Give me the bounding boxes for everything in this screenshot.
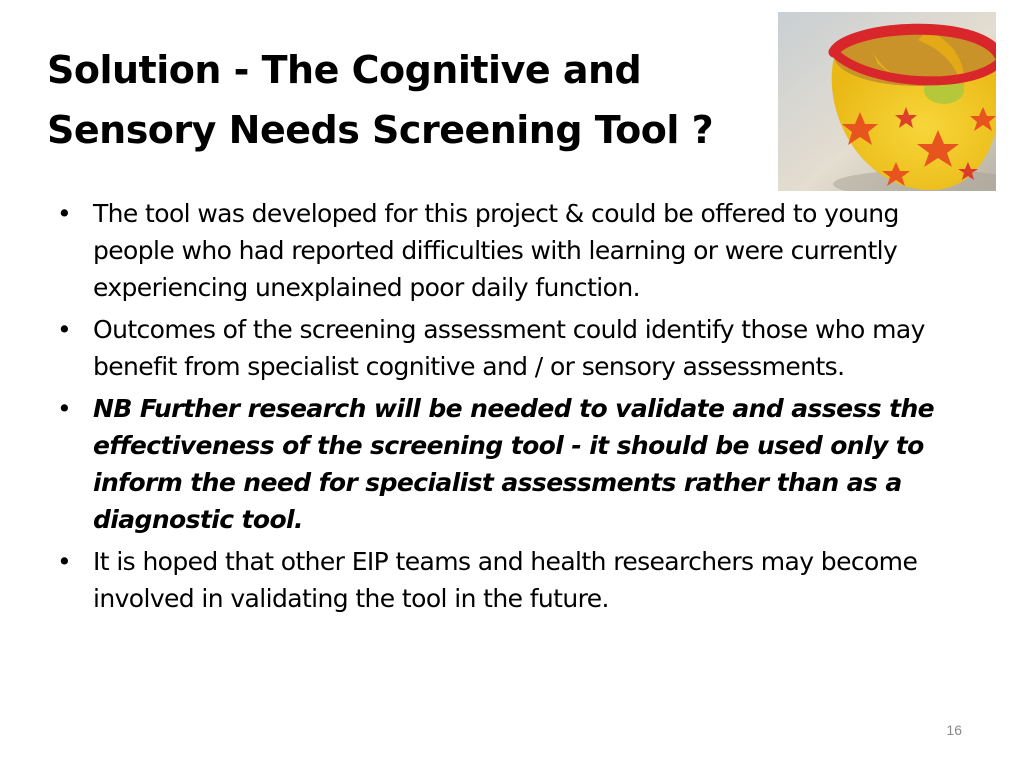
bullet-item xyxy=(55,311,955,385)
bullet-list xyxy=(55,195,955,622)
fruit-bowl-photo xyxy=(778,12,996,191)
page-number: 16 xyxy=(946,722,962,738)
title-line-2: Sensory Needs Screening Tool ? xyxy=(47,108,714,152)
bullet-text: The tool was developed for this project & could be offered to young people who had reported difficulties with learning or were currently experiencing unexplained poor daily function. xyxy=(93,199,899,302)
bullet-item-emphasis xyxy=(55,390,955,538)
bullet-marker: • xyxy=(57,394,72,423)
bullet-text: It is hoped that other EIP teams and health researchers may become involved in validating the tool in the future. xyxy=(93,547,918,613)
slide-title xyxy=(47,40,747,160)
bullet-item xyxy=(55,543,955,617)
bullet-marker: • xyxy=(57,315,72,344)
title-line-1: Solution - The Cognitive and xyxy=(47,48,642,92)
bullet-marker: • xyxy=(57,199,72,228)
bullet-marker: • xyxy=(57,547,72,576)
bullet-text: Outcomes of the screening assessment could identify those who may benefit from specialist cognitive and / or sensory assessments. xyxy=(93,315,925,381)
bullet-item xyxy=(55,195,955,306)
bullet-text-emphasis: NB Further research will be needed to validate and assess the effectiveness of the screening tool - it should be used only to inform the need for specialist assessments rather than as a diagnostic tool. xyxy=(93,394,935,534)
